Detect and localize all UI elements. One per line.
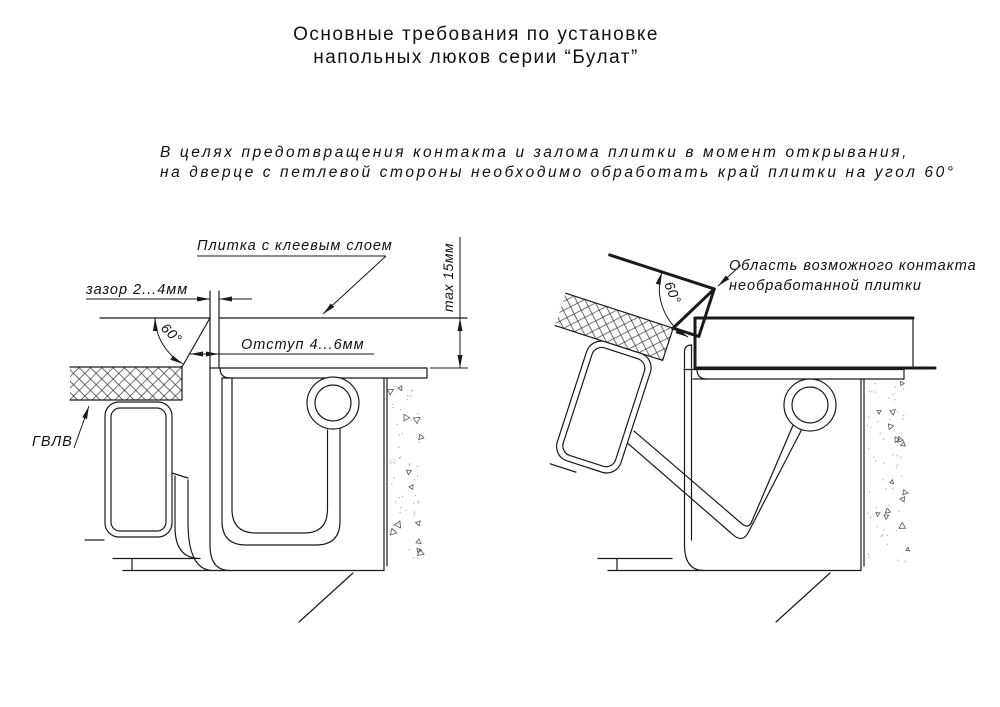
title-line-1: Основные требования по установке [293,24,659,45]
tile-glue-label: Плитка с клеевым слоем [197,238,393,254]
gvlv-board [70,367,182,400]
door-tube-profile [85,402,172,540]
note-line-1: В целях предотвращения контакта и залома плитки в момент открывания, [160,144,910,161]
dim-max-label: max 15мм [440,242,456,312]
dim-angle-60 [155,318,185,364]
frame-flange [210,368,427,378]
angle-label: 60° [661,279,685,307]
fixed-tile-thick [695,318,935,368]
concrete-hatch [867,381,910,562]
angle-label: 60° [157,319,186,347]
fixed-tile-section [219,291,467,368]
door-tube-profile [553,337,655,477]
contact-label-line-2: необработанной плитки [729,278,922,294]
tile-bevel-edge [182,318,210,367]
concrete-wall [861,379,910,571]
hinge-pivot [784,379,836,431]
break-line [299,573,353,622]
title-line-2: напольных люков серии “Булат” [313,47,639,68]
installation-note [160,144,956,181]
dim-max-height [430,237,468,368]
dim-gap [85,282,252,299]
page-title [293,24,659,68]
note-line-2: на дверце с петлевой стороны необходимо обработать край плитки на угол 60° [160,164,956,181]
right-view-open-hatch [514,246,977,622]
gvlv-label: ГВЛВ [32,434,73,450]
dim-offset-label: Отступ 4...6мм [241,337,365,353]
concrete-wall [384,378,424,571]
frame-bottom-tray [598,545,861,622]
door-bracket [172,473,213,571]
concrete-hatch [387,386,424,559]
break-line [776,573,830,622]
door-tile-section [100,318,210,367]
left-view-closed-hatch [32,237,468,622]
frame-bottom-tray [113,545,384,622]
dim-gap-label: зазор 2...4мм [86,282,189,298]
hinge-pivot [307,377,359,429]
contact-label-line-1: Область возможного контакта [729,258,977,274]
dim-offset [190,337,374,354]
leader-gvlv [32,406,89,450]
leader-tile-glue [197,238,393,314]
hinge-lever-open [624,423,803,539]
leader-contact-area [718,258,977,294]
